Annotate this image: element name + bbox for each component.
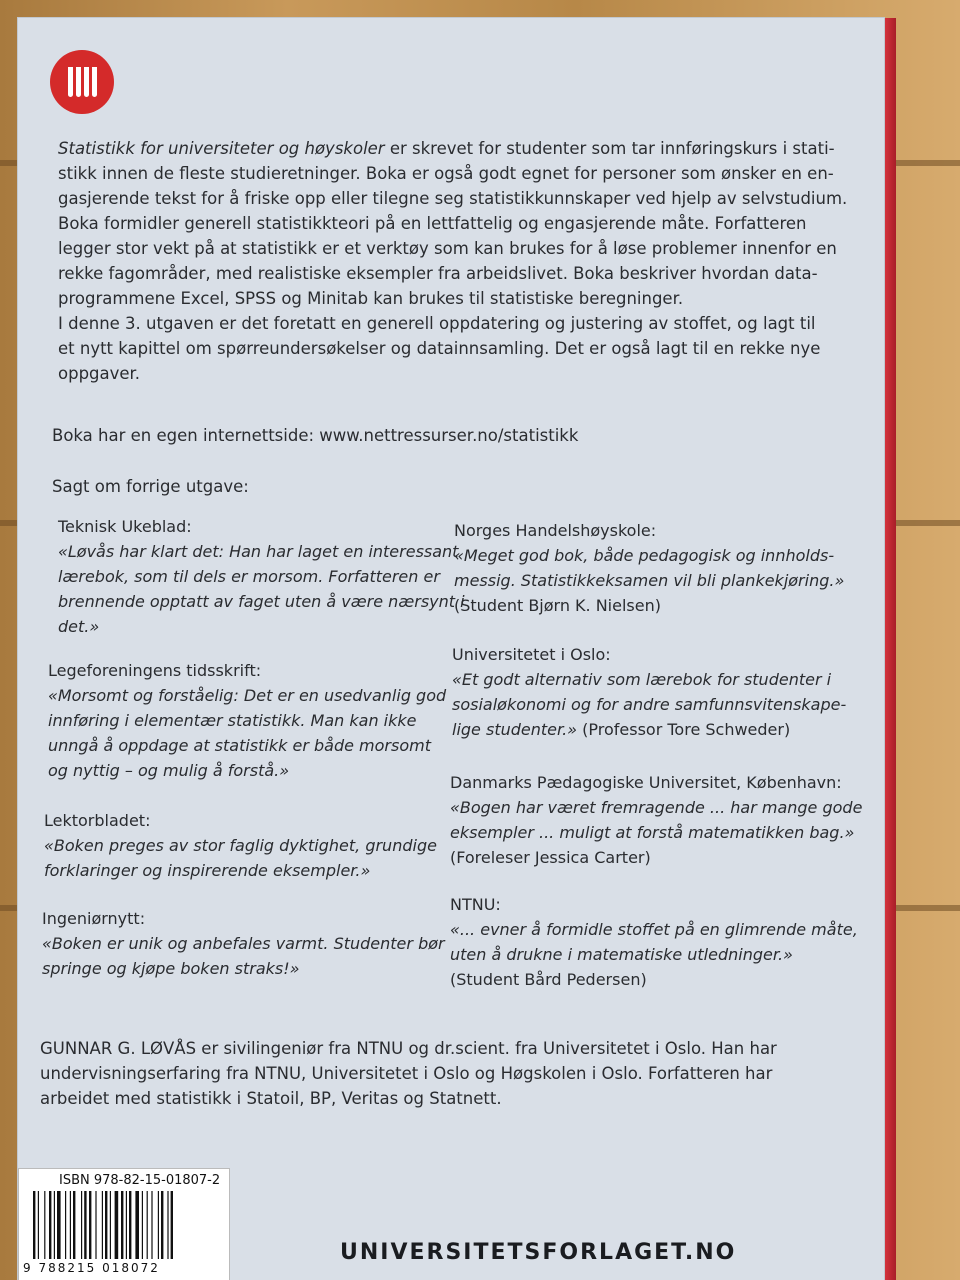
author-bio: GUNNAR G. LØVÅS er sivilingeniør fra NTNU og dr.scient. fra Universitetet i Oslo. Han har undervisningserfaring fra NTNU, Universitetet i Oslo og Høgskolen i Oslo. Forfatteren har arbeidet med statistikk i Statoil, BP, Veritas og Statnett.	[40, 1039, 777, 1108]
website-line: Boka har en egen internettside: www.nettressurser.no/statistikk	[52, 426, 579, 445]
isbn-barcode-label	[18, 1168, 230, 1280]
barcode-number: 9 788215 018072	[23, 1261, 160, 1275]
reviews-heading: Sagt om forrige utgave:	[52, 477, 249, 496]
intro-text: Statistikk for universiteter og høyskoler er skrevet for studenter som tar innføringskurs i stati- stikk innen de fleste studieretninger. Boka er også godt egnet for personer som ønsker en en- gasjerende tekst for å friske opp eller tilegne seg statistikkunnskaper ved hjelp av selvstudium. Boka formidler generell statistikkteori på en lettfattelig og engasjerende måte. Forfatteren legger stor vekt på at statistikk er et verktøy som kan brukes for å løse problemer innenfor en rekke fagområder, med realistiske eksempler fra arbeidslivet. Boka beskriver hvordan data- programmene Excel, SPSS og Minitab kan brukes til statistiske beregninger. I denne 3. utgaven er det foretatt en generell oppdatering og justering av stoffet, og lagt til et nytt kapittel om spørreundersøkelser og datainnsamling. Det er også lagt til en rekke nye oppgaver.	[58, 139, 848, 383]
barcode-icon	[33, 1191, 217, 1259]
review-right-2: Universitetet i Oslo: «Et godt alternativ som lærebok for studenter i sosialøkonomi og for andre samfunnsvitenskape- lige studenter.» (Professor Tore Schweder)	[452, 645, 847, 739]
book-back-cover	[18, 18, 884, 1280]
review-left-3: Lektorbladet: «Boken preges av stor faglig dyktighet, grundige forklaringer og inspirerende eksempler.»	[44, 811, 437, 880]
review-left-1: Teknisk Ukeblad: «Løvås har klart det: Han har laget en interessant lærebok, som til dels er morsom. Forfatteren er brennende opptatt av faget uten å være nærsynt i det.»	[58, 517, 465, 636]
review-right-1: Norges Handelshøyskole: «Meget god bok, både pedagogisk og innholds- messig. Statistikkeksamen vil bli plankekjøring.» (Student Bjørn K. Nielsen)	[454, 521, 845, 615]
book-title: Statistikk for universiteter og høyskoler	[58, 139, 385, 158]
publisher-url: UNIVERSITETSFORLAGET.NO	[340, 1240, 737, 1265]
review-right-3: Danmarks Pædagogiske Universitet, København: «Bogen har været fremragende ... har mange gode eksempler ... muligt at forstå matematikken bag.» (Foreleser Jessica Carter)	[450, 773, 863, 867]
isbn-text: ISBN 978-82-15-01807-2	[59, 1173, 221, 1188]
publisher-logo-icon	[50, 50, 114, 114]
book-spine	[884, 18, 896, 1280]
review-right-4: NTNU: «... evner å formidle stoffet på en glimrende måte, uten å drukne i matematiske utledninger.» (Student Bård Pedersen)	[450, 895, 858, 989]
review-left-4: Ingeniørnytt: «Boken er unik og anbefales varmt. Studenter bør springe og kjøpe boken straks!»	[42, 909, 445, 978]
review-left-2: Legeforeningens tidsskrift: «Morsomt og forståelig: Det er en usedvanlig god innføring i elementær statistikk. Man kan ikke unngå å oppdage at statistikk er både morsomt og nyttig – og mulig å forstå.»	[48, 661, 447, 780]
